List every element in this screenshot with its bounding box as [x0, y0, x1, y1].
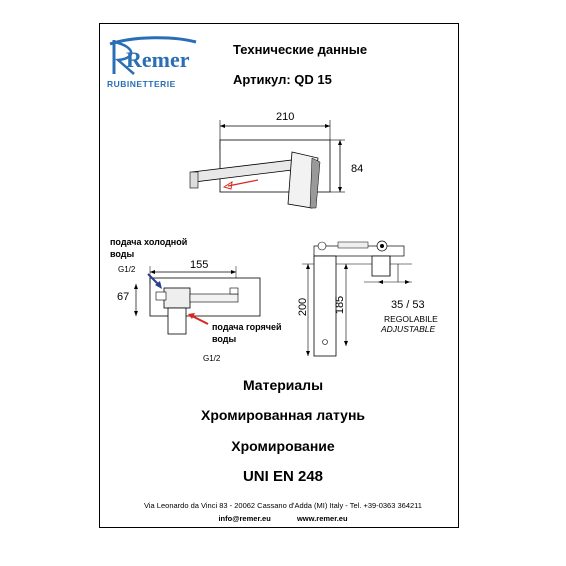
materials-heading: Материалы [242, 377, 324, 393]
logo-text: Remer [126, 47, 190, 72]
cold-thread-label: G1/2 [118, 265, 136, 274]
height-dimension: 84 [351, 163, 364, 175]
hot-water-label-line1: подача горячей [212, 322, 282, 332]
material-line-2: Хромирование [231, 438, 335, 454]
cold-water-label-line1: подача холодной [110, 237, 188, 247]
article-label: Артикул: [233, 72, 291, 87]
logo-subtitle: RUBINETTERIE [107, 79, 176, 89]
inner-height-dimension: 185 [334, 295, 347, 315]
cold-water-label [110, 236, 187, 260]
adjustable-label: ADJUSTABLE [381, 324, 436, 334]
total-height-dimension: 200 [297, 297, 310, 317]
regolabile-label: REGOLABILE [384, 314, 438, 324]
footer-email[interactable]: info@remer.eu [218, 514, 271, 523]
article-line [233, 72, 332, 87]
hot-water-label [212, 321, 282, 345]
footer-address: Via Leonardo da Vinci 83 - 20062 Cassano d'Adda (MI) Italy - Tel. +39-0363 364211 [144, 501, 422, 510]
length-dimension: 155 [190, 259, 209, 271]
page-title: Технические данные [233, 42, 368, 57]
hot-thread-label: G1/2 [203, 354, 221, 363]
footer-website[interactable]: www.remer.eu [296, 514, 348, 523]
footer-contacts [0, 514, 566, 523]
width-dimension: 210 [276, 111, 295, 123]
cold-water-label-line2: воды [110, 249, 135, 259]
faucet-side-drawing [294, 234, 424, 359]
hot-water-label-line2: воды [212, 334, 237, 344]
faucet-front-drawing [180, 110, 380, 220]
depth-dimension: 67 [117, 291, 130, 303]
article-value: QD 15 [294, 72, 332, 87]
standard-label: UNI EN 248 [242, 468, 324, 485]
adjust-dimension: 35 / 53 [391, 299, 425, 311]
material-line-1: Хромированная латунь [200, 407, 366, 423]
